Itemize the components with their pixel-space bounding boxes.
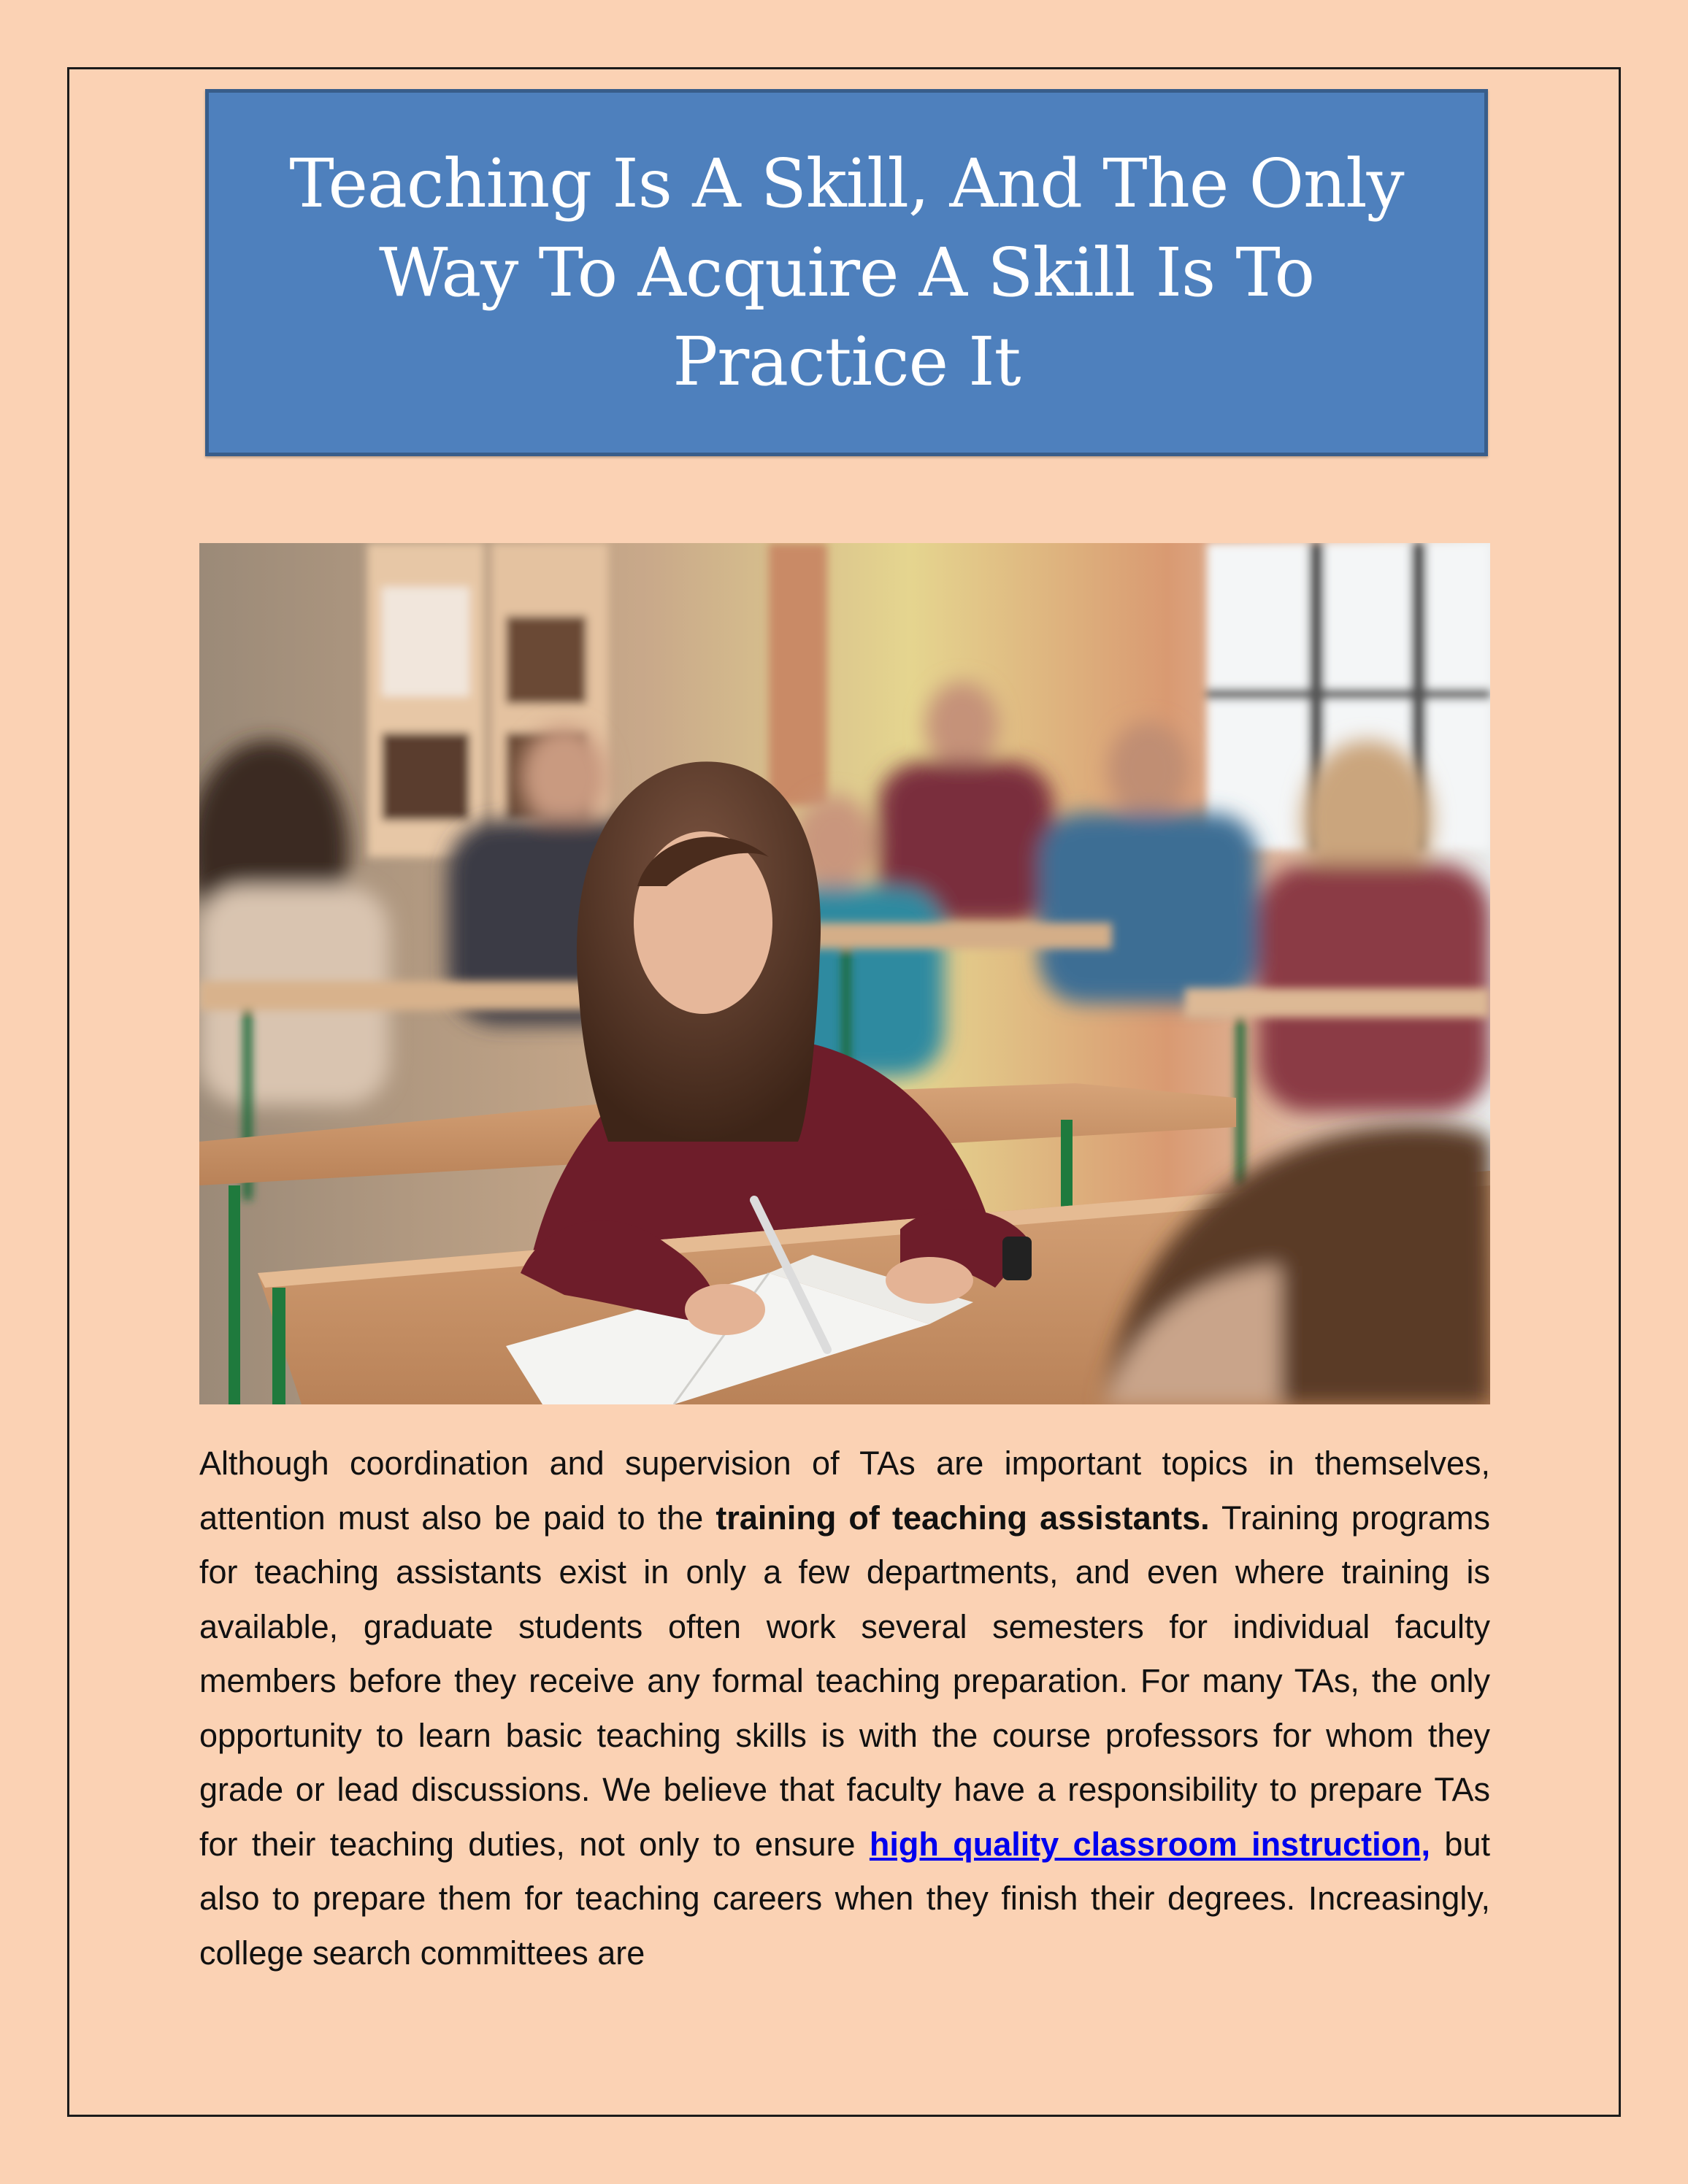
classroom-photo-illustration (199, 543, 1490, 1404)
classroom-photo (199, 543, 1490, 1404)
paragraph-intro: Although coordination and supervision of TAs are important topics in themselves, attention must also be paid to the (199, 1445, 1490, 1537)
body-paragraph (199, 1437, 1490, 1980)
title-banner (205, 89, 1488, 456)
classroom-instruction-link[interactable]: high quality classroom instruction, (869, 1825, 1431, 1863)
paragraph-middle: Training programs for teaching assistants exist in only a few departments, and even where training is available, graduate students often work several semesters for individual faculty members before they receive any formal teaching preparation. For many TAs, the only opportunity to learn basic teaching skills is with the course professors for whom they grade or lead discussions. We believe that faculty have a responsibility to prepare TAs for their teaching duties, not only to ensure (199, 1499, 1490, 1863)
page-title: Teaching Is A Skill, And The Only Way To Acquire A Skill Is To Practice It (289, 144, 1404, 401)
paragraph-ending: but also to prepare them for teaching careers when they finish their degrees. Increasingly, college search committees are (199, 1825, 1490, 1972)
bold-phrase: training of teaching assistants. (716, 1499, 1210, 1537)
